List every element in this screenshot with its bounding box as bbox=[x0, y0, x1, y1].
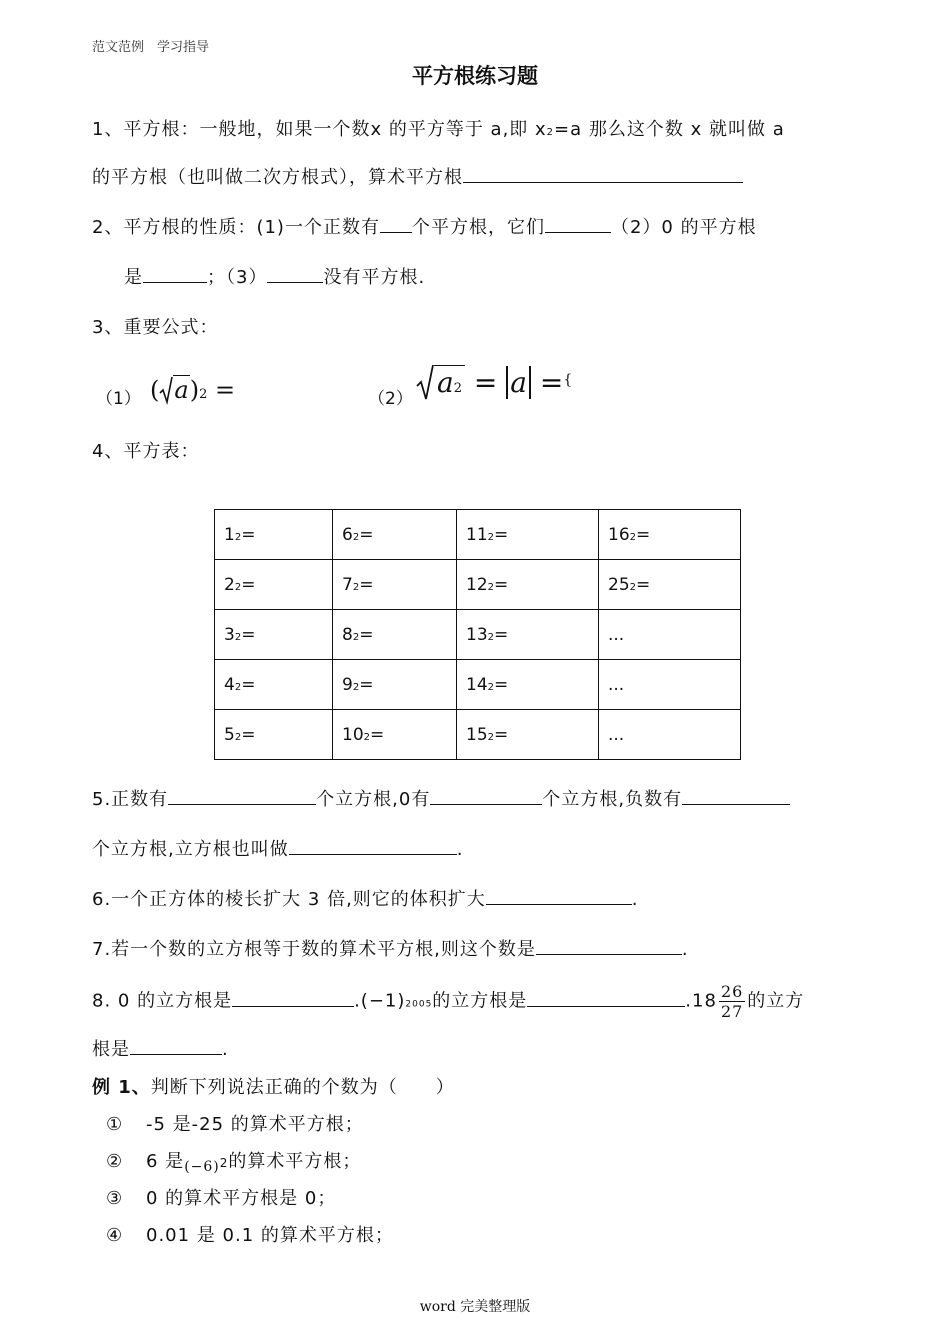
q2-line1 bbox=[92, 213, 757, 239]
cell-base: 12 bbox=[466, 574, 488, 595]
cell-equals: = bbox=[241, 574, 256, 595]
q6-blank[interactable] bbox=[486, 886, 632, 905]
q2-text-e: ；（3） bbox=[207, 267, 268, 288]
cell-base: 8 bbox=[342, 624, 353, 645]
cell-equals: = bbox=[494, 574, 509, 595]
cell-equals: = bbox=[636, 524, 651, 545]
q7-line bbox=[92, 935, 689, 961]
q5-text-a: 5.正数有 bbox=[92, 789, 169, 810]
q8-text-b: .(−1) bbox=[354, 990, 406, 1012]
item-text-post: 的算术平方根； bbox=[228, 1151, 362, 1172]
q8-fraction-denominator: 27 bbox=[720, 1002, 744, 1021]
q1-line1 bbox=[92, 115, 785, 141]
q2-blank-3[interactable] bbox=[143, 264, 207, 283]
square-table-cell bbox=[457, 660, 599, 710]
cell-exponent: 2 bbox=[352, 631, 360, 643]
square-table-cell bbox=[215, 710, 333, 760]
cell-exponent: 2 bbox=[487, 531, 495, 543]
q2-text-c: （2）0 的平方根 bbox=[610, 217, 757, 238]
square-table-cell bbox=[599, 510, 741, 560]
cell-exponent: 2 bbox=[234, 581, 242, 593]
cell-base: 5 bbox=[224, 724, 235, 745]
square-table-cell bbox=[215, 660, 333, 710]
cell-exponent: 2 bbox=[234, 531, 242, 543]
square-table bbox=[214, 509, 741, 760]
formula-1-label: （1） bbox=[96, 389, 141, 409]
item-text: 0 的算术平方根是 0； bbox=[146, 1188, 337, 1209]
q6-text-b: . bbox=[631, 889, 639, 910]
cell-base: 4 bbox=[224, 674, 235, 695]
item-marker: ④ bbox=[106, 1225, 124, 1246]
square-table-row bbox=[215, 610, 741, 660]
example-1-item-3 bbox=[106, 1184, 336, 1210]
item-text-pre: 6 是 bbox=[146, 1151, 185, 1172]
q1-exponent: 2 bbox=[546, 127, 555, 138]
cell-exponent: 2 bbox=[363, 731, 371, 743]
cell-equals: = bbox=[241, 624, 256, 645]
q5-blank-1[interactable] bbox=[168, 786, 316, 805]
cell-equals: = bbox=[241, 524, 256, 545]
q5-text-b: 个立方根,0有 bbox=[316, 789, 431, 810]
cell-base: 6 bbox=[342, 524, 353, 545]
cell-base: 14 bbox=[466, 674, 488, 695]
square-table-cell bbox=[333, 610, 457, 660]
cell-base: 3 bbox=[224, 624, 235, 645]
q5-text-e: . bbox=[456, 839, 464, 860]
cell-base: 9 bbox=[342, 674, 353, 695]
cell-equals: = bbox=[241, 674, 256, 695]
square-table-cell bbox=[333, 560, 457, 610]
page-footer: word 完美整理版 bbox=[419, 1299, 531, 1315]
q7-blank[interactable] bbox=[536, 936, 682, 955]
q2-text-b: 个平方根，它们 bbox=[411, 217, 545, 238]
cell-exponent: 2 bbox=[629, 581, 637, 593]
q1-text-a: 1、平方根：一般地，如果一个数x 的平方等于 a,即 x bbox=[92, 119, 547, 140]
cell-equals: = bbox=[494, 674, 509, 695]
cell-base: 25 bbox=[608, 574, 630, 595]
formula-1 bbox=[150, 375, 235, 405]
cell-exponent: 2 bbox=[352, 531, 360, 543]
example-1-item-4 bbox=[106, 1221, 394, 1247]
q2-text-a: 2、平方根的性质：(1)一个正数有 bbox=[92, 217, 380, 238]
q3-label: 3、重要公式： bbox=[92, 317, 219, 338]
page-header: 范文范例 学习指导 bbox=[92, 40, 210, 55]
example-1-label: 例 1、 bbox=[92, 1077, 151, 1098]
item-marker: ③ bbox=[106, 1188, 124, 1209]
q8-blank-3[interactable] bbox=[130, 1036, 222, 1055]
cell-exponent: 2 bbox=[352, 581, 360, 593]
q8-exponent: 2005 bbox=[405, 999, 433, 1010]
square-table-cell bbox=[599, 610, 741, 660]
square-table-cell bbox=[457, 560, 599, 610]
cell-ellipsis: ... bbox=[608, 674, 625, 695]
q8-text-d: .18 bbox=[685, 990, 717, 1012]
formula-1-exponent: 2 bbox=[199, 387, 208, 402]
square-table-cell bbox=[215, 510, 333, 560]
q5-blank-3[interactable] bbox=[682, 786, 790, 805]
cell-base: 7 bbox=[342, 574, 353, 595]
q7-text-a: 7.若一个数的立方根等于数的算术平方根,则这个数是 bbox=[92, 939, 536, 960]
item-text: 0.01 是 0.1 的算术平方根； bbox=[146, 1225, 394, 1246]
q8-text-e: 的立方 bbox=[747, 990, 805, 1012]
square-table-cell bbox=[215, 610, 333, 660]
square-table-cell bbox=[599, 660, 741, 710]
square-table-cell bbox=[333, 510, 457, 560]
square-table-row bbox=[215, 660, 741, 710]
q5-line1 bbox=[92, 785, 790, 811]
cell-equals: = bbox=[494, 624, 509, 645]
item-expression: (−6) bbox=[184, 1159, 220, 1175]
formula-2-radicand bbox=[434, 365, 465, 399]
cell-exponent: 2 bbox=[487, 681, 495, 693]
sqrt-symbol-icon-2 bbox=[416, 362, 434, 402]
example-1 bbox=[92, 1073, 455, 1099]
square-table-cell bbox=[333, 660, 457, 710]
q1-text-b: =a 那么这个数 x 就叫做 a bbox=[554, 119, 785, 140]
cell-base: 13 bbox=[466, 624, 488, 645]
cell-equals: = bbox=[494, 524, 509, 545]
cell-exponent: 2 bbox=[234, 681, 242, 693]
q6-text-a: 6.一个正方体的棱长扩大 3 倍,则它的体积扩大 bbox=[92, 889, 486, 910]
cell-base: 1 bbox=[224, 524, 235, 545]
square-table-cell bbox=[599, 560, 741, 610]
square-table-cell bbox=[333, 710, 457, 760]
formula-2-equals-1: = bbox=[473, 366, 498, 399]
q8-text-a: 8. 0 的立方根是 bbox=[92, 990, 233, 1012]
square-table-cell bbox=[457, 510, 599, 560]
q8-line1 bbox=[92, 982, 804, 1021]
cell-base: 11 bbox=[466, 524, 488, 545]
q8-line2 bbox=[92, 1035, 229, 1061]
sqrt-symbol-icon bbox=[159, 375, 173, 405]
q1-answer-blank[interactable] bbox=[463, 164, 743, 183]
cell-exponent: 2 bbox=[487, 731, 495, 743]
q8-blank-2[interactable] bbox=[527, 988, 685, 1007]
formula-2-label: （2） bbox=[368, 389, 413, 409]
q1-line2 bbox=[92, 163, 743, 189]
cell-equals: = bbox=[494, 724, 509, 745]
q8-fraction-numerator: 26 bbox=[720, 982, 744, 1001]
cell-base: 16 bbox=[608, 524, 630, 545]
formula-2-equals-2: = bbox=[539, 366, 564, 399]
formula-1-equals: = bbox=[214, 376, 236, 404]
square-table-row bbox=[215, 510, 741, 560]
formula-1-open-paren: ( bbox=[150, 376, 160, 404]
q5-text-c: 个立方根,负数有 bbox=[542, 789, 683, 810]
cell-equals: = bbox=[359, 624, 374, 645]
q8-fraction bbox=[719, 982, 745, 1021]
q6-line bbox=[92, 885, 639, 911]
q8-text-c: 的立方根是 bbox=[432, 990, 528, 1012]
q2-blank-4[interactable] bbox=[267, 264, 323, 283]
q5-blank-2[interactable] bbox=[430, 786, 542, 805]
cell-base: 10 bbox=[342, 724, 364, 745]
q8-blank-1[interactable] bbox=[232, 988, 354, 1007]
square-table-row bbox=[215, 710, 741, 760]
example-1-item-2 bbox=[106, 1147, 361, 1175]
square-table-cell bbox=[457, 710, 599, 760]
cell-equals: = bbox=[241, 724, 256, 745]
formula-1-var: a bbox=[174, 376, 189, 404]
formula-2-var: a bbox=[437, 366, 454, 399]
formula-2-brace: { bbox=[563, 372, 573, 388]
q5-blank-4[interactable] bbox=[289, 836, 457, 855]
q8-text-g: . bbox=[222, 1039, 229, 1060]
cell-exponent: 2 bbox=[629, 531, 637, 543]
cell-exponent: 2 bbox=[234, 731, 242, 743]
formula-2-abs: a bbox=[506, 366, 531, 399]
cell-exponent: 2 bbox=[234, 631, 242, 643]
cell-ellipsis: ... bbox=[608, 724, 625, 745]
page-title: 平方根练习题 bbox=[412, 63, 538, 88]
cell-base: 15 bbox=[466, 724, 488, 745]
q2-line2 bbox=[124, 263, 425, 289]
square-table-row bbox=[215, 560, 741, 610]
cell-equals: = bbox=[359, 674, 374, 695]
q2-blank-2[interactable] bbox=[545, 214, 611, 233]
square-table-cell bbox=[457, 610, 599, 660]
q5-text-d: 个立方根,立方根也叫做 bbox=[92, 839, 289, 860]
cell-exponent: 2 bbox=[487, 631, 495, 643]
q2-text-d: 是 bbox=[124, 267, 143, 288]
q1-text-c: 的平方根（也叫做二次方根式），算术平方根 bbox=[92, 167, 463, 188]
example-1-text: 判断下列说法正确的个数为（ ） bbox=[150, 1077, 455, 1098]
q2-text-f: 没有平方根. bbox=[323, 267, 426, 288]
example-1-item-1 bbox=[106, 1110, 364, 1136]
cell-equals: = bbox=[359, 524, 374, 545]
cell-exponent: 2 bbox=[352, 681, 360, 693]
item-text: -5 是-25 的算术平方根； bbox=[146, 1114, 364, 1135]
item-marker: ① bbox=[106, 1114, 124, 1135]
q5-line2 bbox=[92, 835, 463, 861]
cell-base: 2 bbox=[224, 574, 235, 595]
square-table-cell bbox=[215, 560, 333, 610]
cell-ellipsis: ... bbox=[608, 624, 625, 645]
q4-label: 4、平方表： bbox=[92, 441, 200, 462]
cell-equals: = bbox=[359, 574, 374, 595]
square-table-cell bbox=[599, 710, 741, 760]
cell-exponent: 2 bbox=[487, 581, 495, 593]
q7-text-b: . bbox=[681, 939, 689, 960]
item-exponent: 2 bbox=[219, 1156, 229, 1170]
cell-equals: = bbox=[370, 724, 385, 745]
q2-blank-1[interactable] bbox=[380, 214, 412, 233]
cell-equals: = bbox=[636, 574, 651, 595]
item-marker: ② bbox=[106, 1151, 124, 1172]
formula-2 bbox=[416, 362, 572, 402]
formula-1-close-paren: ) bbox=[189, 376, 200, 404]
formula-2-exponent: 2 bbox=[453, 381, 462, 396]
q8-text-f: 根是 bbox=[92, 1039, 130, 1060]
